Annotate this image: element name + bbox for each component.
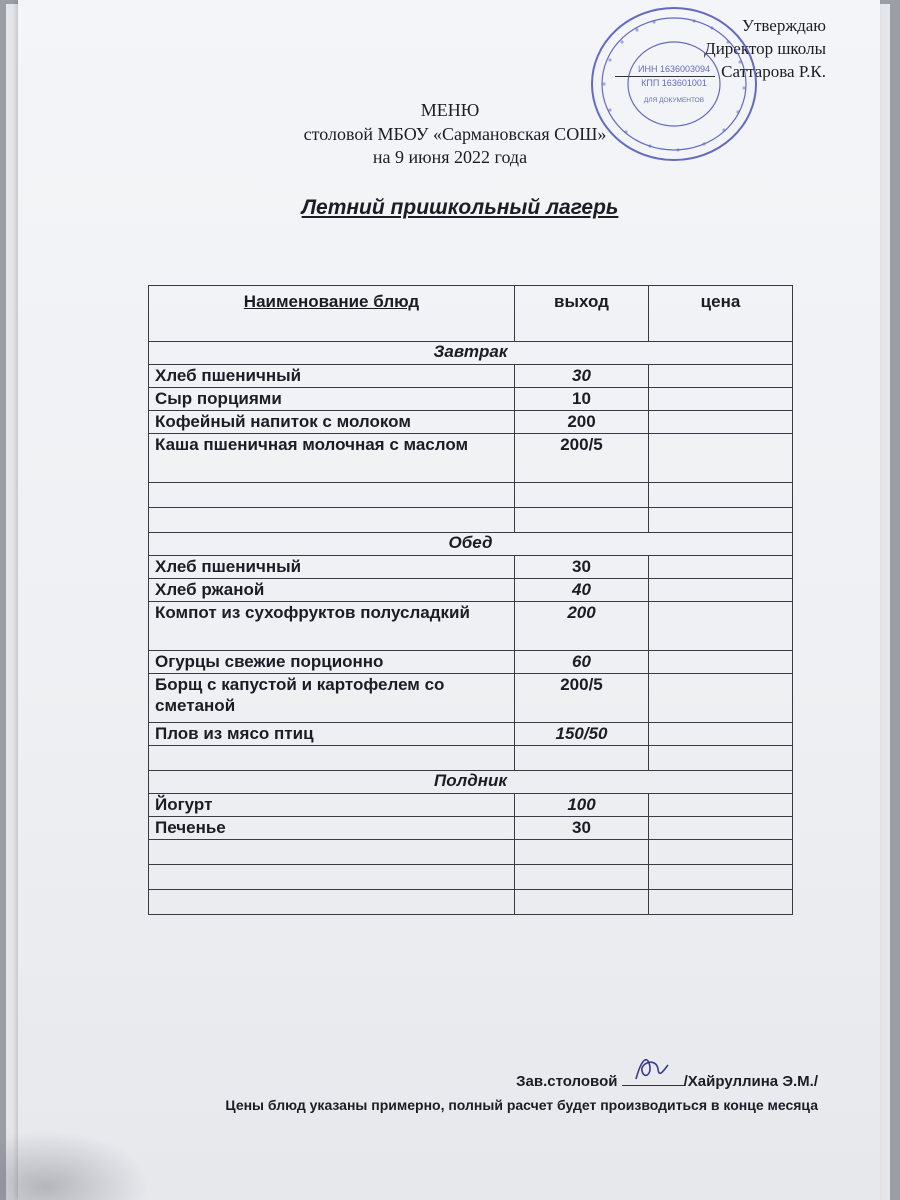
empty-cell — [649, 746, 793, 771]
dish-output: 40 — [515, 579, 649, 602]
canteen-head-name: /Хайруллина Э.М./ — [683, 1073, 818, 1090]
dish-output: 30 — [515, 365, 649, 388]
dish-output: 200 — [515, 411, 649, 434]
dish-output: 100 — [515, 794, 649, 817]
approval-line-position: Директор школы — [704, 39, 826, 58]
section-row — [149, 533, 793, 556]
signature-scribble-icon — [632, 1053, 672, 1087]
dish-name: Хлеб ржаной — [149, 579, 515, 602]
section-title: Полдник — [149, 771, 793, 794]
dish-price — [649, 602, 793, 651]
empty-cell — [149, 865, 515, 890]
empty-cell — [149, 483, 515, 508]
table-row — [149, 817, 793, 840]
table-row — [149, 651, 793, 674]
dish-output: 150/50 — [515, 723, 649, 746]
dish-price — [649, 388, 793, 411]
table-row — [149, 794, 793, 817]
dish-name: Йогурт — [149, 794, 515, 817]
dish-name: Печенье — [149, 817, 515, 840]
empty-row — [149, 890, 793, 915]
dish-price — [649, 817, 793, 840]
column-header-output: выход — [515, 286, 649, 342]
dish-output: 30 — [515, 556, 649, 579]
table-row — [149, 602, 793, 651]
section-title: Завтрак — [149, 342, 793, 365]
dish-price — [649, 723, 793, 746]
approval-line-approve: Утверждаю — [741, 16, 826, 35]
dish-price — [649, 365, 793, 388]
dish-name: Каша пшеничная молочная с маслом — [149, 434, 515, 483]
stamp-inn: ИНН 1636003094 — [637, 64, 711, 74]
photo-shadow — [0, 1130, 150, 1200]
dish-price — [649, 674, 793, 723]
menu-date: на 9 июня 2022 года — [372, 147, 528, 167]
price-note: Цены блюд указаны примерно, полный расчет будет производиться в конце месяца — [225, 1097, 818, 1113]
dish-name: Хлеб пшеничный — [149, 365, 515, 388]
canteen-head-position: Зав.столовой — [516, 1073, 618, 1090]
dish-name: Компот из сухофруктов полусладкий — [149, 602, 515, 651]
dish-name: Борщ с капустой и картофелем со сметаной — [149, 674, 515, 723]
empty-cell — [515, 840, 649, 865]
empty-row — [149, 865, 793, 890]
table-header-row — [149, 286, 793, 342]
dish-output: 200 — [515, 602, 649, 651]
handwritten-signature — [622, 1063, 684, 1086]
canteen-head-signature — [0, 1063, 818, 1090]
menu-title: МЕНЮ — [420, 100, 480, 120]
table-row — [149, 579, 793, 602]
menu-table — [148, 285, 793, 915]
director-name: Саттарова Р.К. — [721, 62, 826, 81]
dish-price — [649, 556, 793, 579]
dish-price — [649, 579, 793, 602]
dish-name: Хлеб пшеничный — [149, 556, 515, 579]
dish-price — [649, 411, 793, 434]
section-row — [149, 771, 793, 794]
dish-price — [649, 651, 793, 674]
empty-cell — [149, 746, 515, 771]
empty-cell — [149, 890, 515, 915]
table-row — [149, 674, 793, 723]
dish-price — [649, 434, 793, 483]
column-header-price: цена — [649, 286, 793, 342]
stamp-kpp: КПП 163601001 — [641, 78, 707, 88]
dish-name: Плов из мясо птиц — [149, 723, 515, 746]
empty-cell — [515, 508, 649, 533]
empty-cell — [515, 865, 649, 890]
table-row — [149, 556, 793, 579]
empty-row — [149, 508, 793, 533]
table-row — [149, 365, 793, 388]
empty-cell — [515, 483, 649, 508]
section-row — [149, 342, 793, 365]
dish-output: 200/5 — [515, 674, 649, 723]
dish-output: 200/5 — [515, 434, 649, 483]
dish-name: Кофейный напиток с молоком — [149, 411, 515, 434]
dish-name: Огурцы свежие порционно — [149, 651, 515, 674]
column-header-name: Наименование блюд — [149, 286, 515, 342]
empty-cell — [515, 890, 649, 915]
empty-row — [149, 840, 793, 865]
empty-row — [149, 483, 793, 508]
dish-name: Сыр порциями — [149, 388, 515, 411]
section-title: Обед — [149, 533, 793, 556]
empty-cell — [649, 508, 793, 533]
empty-cell — [149, 508, 515, 533]
table-row — [149, 411, 793, 434]
table-row — [149, 434, 793, 483]
empty-cell — [649, 890, 793, 915]
dish-price — [649, 794, 793, 817]
empty-cell — [649, 840, 793, 865]
empty-cell — [515, 746, 649, 771]
table-row — [149, 388, 793, 411]
empty-cell — [149, 840, 515, 865]
dish-output: 10 — [515, 388, 649, 411]
dish-output: 60 — [515, 651, 649, 674]
camp-title: Летний пришкольный лагерь — [301, 196, 619, 219]
dish-output: 30 — [515, 817, 649, 840]
stamp-docs: ДЛЯ ДОКУМЕНТОВ — [643, 97, 705, 104]
empty-cell — [649, 483, 793, 508]
empty-cell — [649, 865, 793, 890]
empty-row — [149, 746, 793, 771]
table-row — [149, 723, 793, 746]
menu-subtitle: столовой МБОУ «Сармановская СОШ» — [303, 124, 607, 144]
